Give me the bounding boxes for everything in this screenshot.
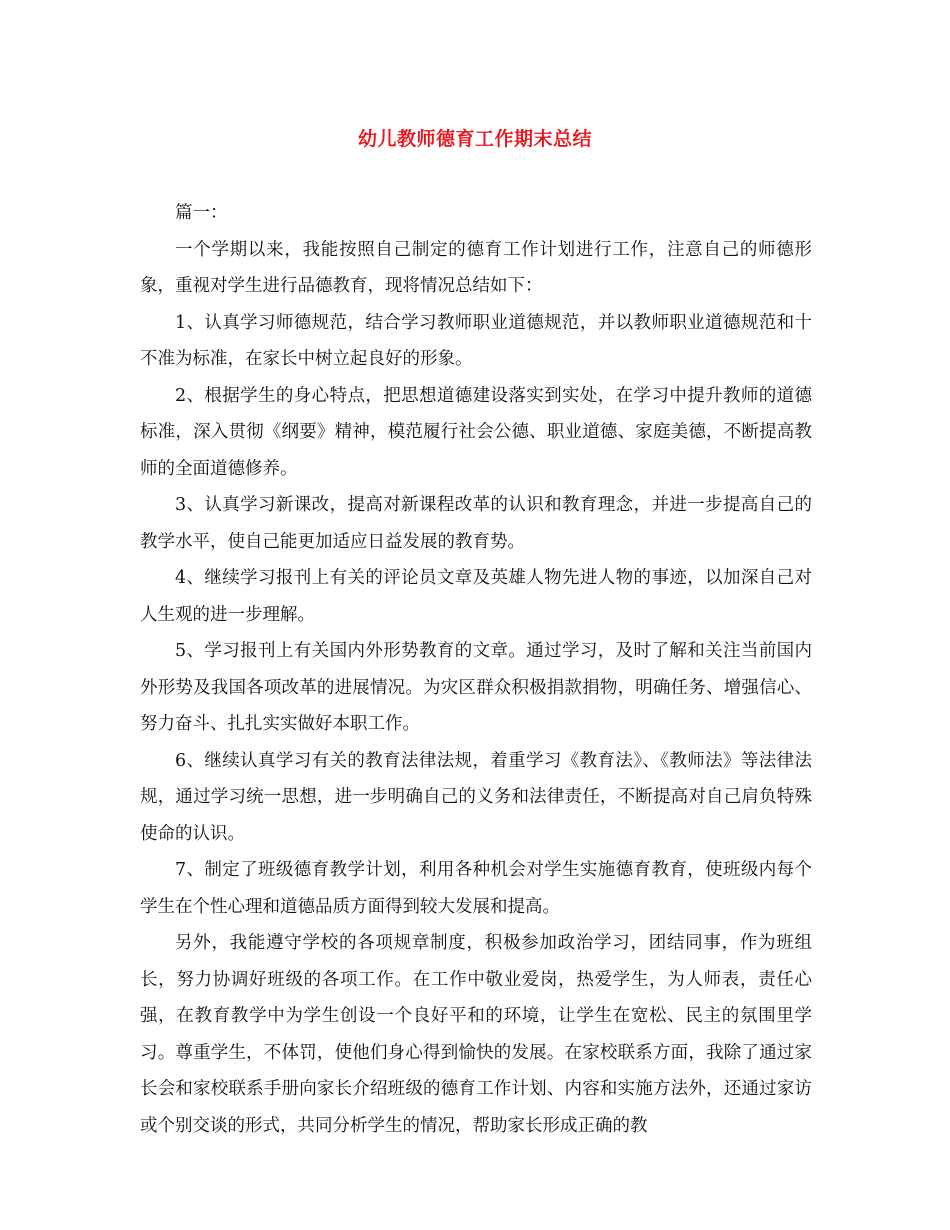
paragraph-heading: 篇一： (175, 203, 228, 223)
paragraph-item-7: 7、制定了班级德育教学计划，利用各种机会对学生实施德育教育，使班级内每个学生在个性心理和道德品质方面得到较大发展和提高。 (140, 860, 812, 917)
paragraph-item-6: 6、继续认真学习有关的教育法律法规，着重学习《教育法》、《教师法》等法律法规，通过学习统一思想，进一步明确自己的义务和法律责任，不断提高对自己肩负特殊使命的认识。 (140, 750, 812, 844)
paragraph-item-5: 5、学习报刊上有关国内外形势教育的文章。通过学习，及时了解和关注当前国内外形势及我国各项改革的进展情况。为灾区群众积极捐款捐物，明确任务、增强信心、努力奋斗、扎扎实实做好本职工作。 (140, 641, 812, 734)
paragraph-item-2: 2、根据学生的身心特点，把思想道德建设落实到实处，在学习中提升教师的道德标准，深入贯彻《纲要》精神，模范履行社会公德、职业道德、家庭美德，不断提高教师的全面道德修养。 (140, 385, 812, 479)
paragraph-intro: 一个学期以来，我能按照自己制定的德育工作计划进行工作，注意自己的师德形象，重视对学生进行品德教育，现将情况总结如下： (140, 239, 812, 296)
paragraph-item-3: 3、认真学习新课改，提高对新课程改革的认识和教育理念，并进一步提高自己的教学水平，使自己能更加适应日益发展的教育势。 (140, 495, 812, 552)
paragraph-item-1: 1、认真学习师德规范，结合学习教师职业道德规范，并以教师职业道德规范和十不准为标准，在家长中树立起良好的形象。 (140, 312, 812, 369)
document-title: 幼儿教师德育工作期末总结 (357, 128, 592, 150)
paragraph-item-4: 4、继续学习报刊上有关的评论员文章及英雄人物先进人物的事迹，以加深自己对人生观的进一步理解。 (140, 568, 812, 625)
document-body (140, 195, 812, 1144)
paragraph-additional: 另外，我能遵守学校的各项规章制度，积极参加政治学习，团结同事，作为班组长，努力协调好班级的各项工作。在工作中敬业爱岗，热爱学生，为人师表，责任心强，在教育教学中为学生创设一个良好平和的环境，让学生在宽松、民主的氛围里学习。尊重学生，不体罚，使他们身心得到愉快的发展。在家校联系方面，我除了通过家长会和家校联系手册向家长介绍班级的德育工作计划、内容和实施方法外，还通过家访或个别交谈的形式，共同分析学生的情况，帮助家长形成正确的教 (140, 933, 812, 1136)
